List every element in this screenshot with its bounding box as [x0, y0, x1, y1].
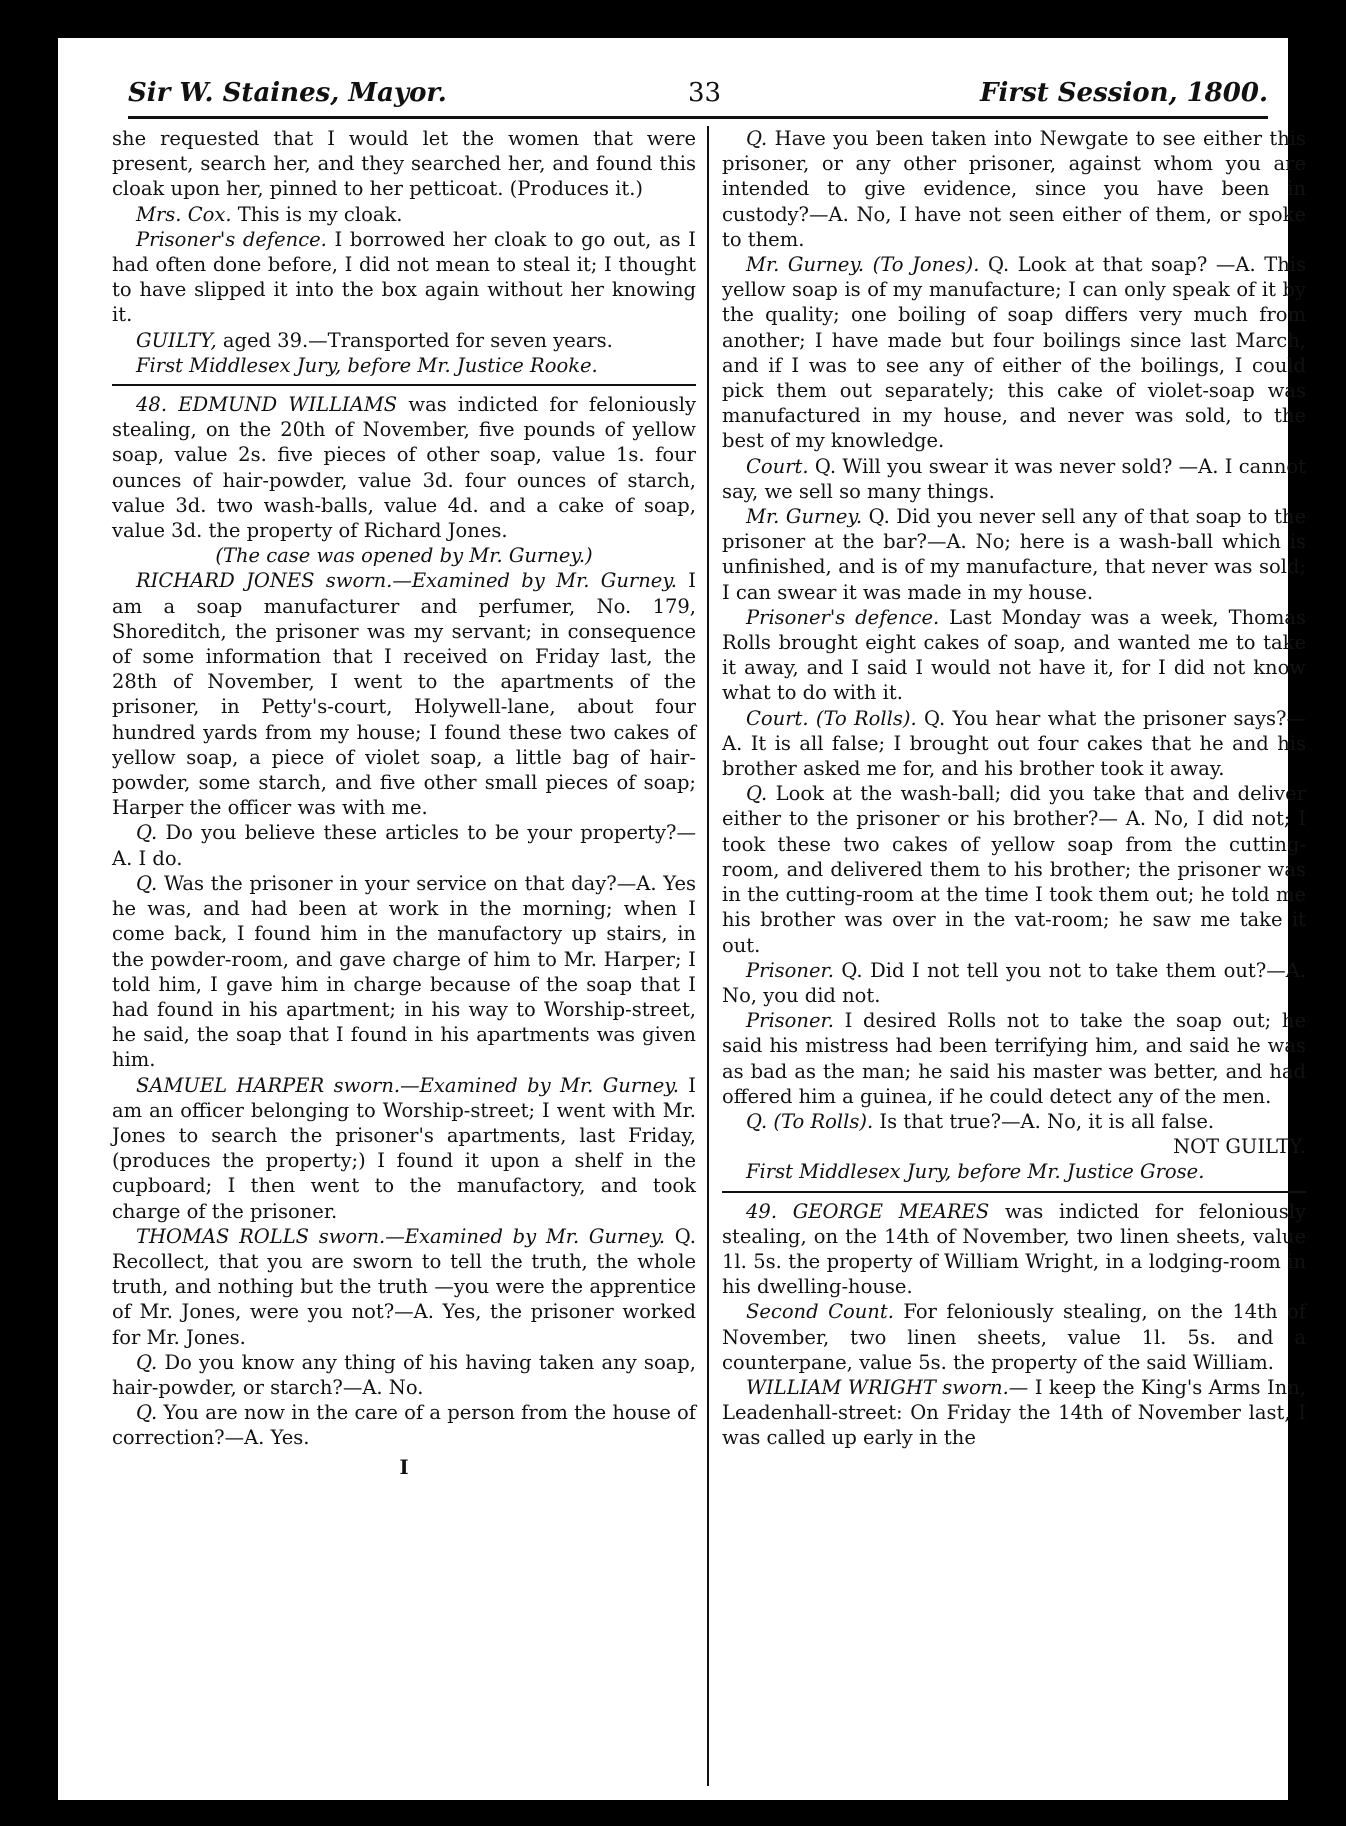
speaker-label: Q.: [136, 1401, 158, 1425]
section-rule: [112, 384, 696, 386]
running-header: [128, 78, 1268, 118]
speaker-label: Prisoner.: [746, 1009, 834, 1033]
section-rule: [722, 1191, 1306, 1193]
paragraph-text: (The case was opened by Mr. Gurney.): [215, 544, 593, 568]
paragraph: [112, 202, 696, 227]
paragraph: [112, 1350, 696, 1400]
paragraph: [112, 1400, 696, 1450]
paragraph: [112, 126, 696, 202]
paragraph: [722, 126, 1306, 252]
speaker-label: Mr. Gurney.: [746, 505, 863, 529]
paragraph-text: was indicted for feloniously stealing, on the 14th of November, two linen sheets, value 1l. 5s. the property of William Wright, in a lodging-room in his dwelling-house.: [722, 1199, 1307, 1299]
paragraph: [112, 1224, 696, 1350]
paragraph-text: Have you been taken into Newgate to see either this prisoner, or any other prisoner, against whom you are intended to give evidence, since you have been in custody?—A. No, I have not seen either of them, or spoke to them.: [722, 127, 1307, 251]
speaker-label: RICHARD JONES sworn.—Examined by Mr. Gurney.: [136, 569, 677, 593]
speaker-label: Q. (To Rolls).: [746, 1109, 874, 1133]
paragraph-text: Do you know any thing of his having taken any soap, hair-powder, or starch?—A. No.: [112, 1350, 696, 1399]
speaker-label: Q.: [136, 871, 158, 895]
paragraph: [722, 1299, 1306, 1375]
paragraph: [722, 504, 1306, 605]
speaker-label: 49. GEORGE MEARES: [746, 1199, 990, 1223]
header-right: First Session, 1800.: [980, 78, 1268, 108]
header-rule: [128, 116, 1268, 119]
paragraph-text: Last Monday was a week, Thomas Rolls brought eight cakes of soap, and wanted me to take it away, and I said I would not have it, for I did not know what to do with it.: [722, 605, 1306, 705]
speaker-label: Mrs. Cox.: [136, 202, 232, 226]
paragraph-text: Q. Did I not tell you not to take them out?—A. No, you did not.: [722, 958, 1306, 1007]
speaker-label: Q.: [746, 782, 768, 806]
paragraph-text: Q. Recollect, that you are sworn to tell the truth, the whole truth, and nothing but the truth —you were the apprentice of Mr. Jones, were you not?—A. Yes, the prisoner worked for Mr. Jones.: [112, 1224, 696, 1349]
paragraph: [722, 958, 1306, 1008]
paragraph-text: I keep the King's Arms Inn, Leadenhall-street: On Friday the 14th of November last, I was called up early in the: [722, 1375, 1306, 1450]
speaker-label: Q.: [136, 821, 158, 845]
paragraph: [722, 781, 1306, 957]
paragraph: [722, 454, 1306, 504]
paragraph: [722, 1375, 1306, 1451]
left-column: [112, 126, 696, 1480]
speaker-label: Prisoner.: [746, 958, 834, 982]
paragraph-text: Q. You hear what the prisoner says?—A. It is all false; I brought out four cakes that he and his brother asked me for, and his brother took it away.: [722, 706, 1306, 781]
paragraph-text: I borrowed her cloak to go out, as I had often done before, I did not mean to steal it; I thought to have slipped it into the box again without her knowing it.: [112, 227, 696, 327]
paragraph: [112, 353, 696, 378]
paragraph-text: aged 39.—Transported for seven years.: [222, 328, 613, 352]
paragraph-text: she requested that I would let the women that were present, search her, and they searched her, and found this cloak upon her, pinned to her petticoat. (Produces it.): [112, 127, 696, 201]
paragraph-text: NOT GUILTY.: [1173, 1135, 1306, 1159]
paragraph: [112, 820, 696, 870]
speaker-label: GUILTY,: [136, 328, 217, 352]
speaker-label: Court. (To Rolls).: [746, 706, 917, 730]
document-page: [58, 38, 1307, 1800]
speaker-label: Prisoner's defence.: [136, 227, 327, 251]
page-number: 33: [688, 78, 722, 108]
paragraph: [722, 1109, 1306, 1134]
paragraph-text: This is my cloak.: [237, 202, 403, 226]
paragraph-text: I desired Rolls not to take the soap out; he said his mistress had been terrifying him, and said he was as bad as the man; he said his master was better, and had offered him a guinea, if he could detect any of the men.: [722, 1009, 1306, 1108]
speaker-label: 48. EDMUND WILLIAMS: [136, 393, 398, 417]
speaker-label: Prisoner's defence.: [746, 605, 940, 629]
paragraph: [112, 543, 696, 568]
paragraph-text: was indicted for feloniously stealing, on the 20th of November, five pounds of yellow soap, value 2s. five pieces of other soap, value 1s. four ounces of hair-powder, value 3d. four ounces of starch, value 3d. two wash-balls, value 4d. and a cake of soap, value 3d. the property of Richard Jones.: [112, 393, 696, 543]
paragraph-text: Do you believe these articles to be your property?—A. I do.: [112, 821, 696, 870]
paragraph: [722, 252, 1306, 454]
speaker-label: Second Count.: [746, 1300, 894, 1324]
speaker-label: Mr. Gurney. (To Jones).: [746, 253, 980, 277]
column-divider: [707, 126, 709, 1786]
speaker-label: Q.: [136, 1350, 158, 1374]
paragraph-text: Q. Did you never sell any of that soap to the prisoner at the bar?—A. No; here is a wash-ball which is unfinished, and is of my manufacture, that never was sold; I can swear it was made in my house.: [722, 505, 1307, 604]
paragraph-text: Q. Will you swear it was never sold? —A. I cannot say, we sell so many things.: [722, 454, 1306, 503]
paragraph: [112, 227, 696, 328]
right-column: [722, 126, 1306, 1451]
paragraph-text: Was the prisoner in your service on that day?—A. Yes he was, and had been at work in the morning; when I come back, I found him in the manufactory up stairs, in the powder-room, and gave charge of him to Mr. Harper; I told him, I gave him in charge because of the soap that I had found in his apartment; in his way to Worship-street, he said, the soap that I found in his apartments was given him.: [112, 871, 697, 1072]
speaker-label: SAMUEL HARPER sworn.—Examined by Mr. Gurney.: [136, 1073, 679, 1097]
paragraph: [722, 1134, 1306, 1159]
paragraph-text: You are now in the care of a person from the house of correction?—A. Yes.: [112, 1401, 696, 1450]
paragraph: [722, 706, 1306, 782]
paragraph-text: Q. Look at that soap? —A. This yellow soap is of my manufacture; I can only speak of it by the quality; one boiling of soap differs very much from another; I have made but four boilings since last March, and if I was to see any of either of the boilings, I could pick them out separately; this cake of violet-soap was manufactured in my house, and never was sold, to the best of my knowledge.: [722, 253, 1307, 453]
paragraph: [722, 1008, 1306, 1109]
paragraph-text: I am a soap manufacturer and perfumer, No. 179, Shoreditch, the prisoner was my servant; in consequence of some information that I received on Friday last, the 28th of November, I went to the apartments of the prisoner, in Petty's-court, Holywell-lane, about four hundred yards from my house; I found these two cakes of yellow soap, a piece of violet soap, a little bag of hair-powder, some starch, and five other small pieces of soap; Harper the officer was with me.: [112, 569, 696, 820]
paragraph-text: First Middlesex Jury, before Mr. Justice Grose.: [746, 1160, 1205, 1184]
paragraph: [722, 1159, 1306, 1184]
paragraph: [112, 392, 696, 543]
speaker-label: WILLIAM WRIGHT sworn.—: [746, 1375, 1029, 1399]
paragraph-text: First Middlesex Jury, before Mr. Justice Rooke.: [136, 353, 598, 377]
paragraph: [722, 1199, 1306, 1300]
signature-mark: I: [399, 1455, 409, 1479]
paragraph: [112, 1073, 696, 1224]
paragraph-text: For feloniously stealing, on the 14th of November, two linen sheets, value 1l. 5s. and a counterpane, value 5s. the property of the said William.: [722, 1300, 1306, 1374]
paragraph: [112, 568, 696, 820]
paragraph-text: Look at the wash-ball; did you take that and deliver either to the prisoner or his brother?— A. No, I did not; I took these two cakes of yellow soap from the cutting-room, and delivered them to his brother; the prisoner was in the cutting-room at the time I took them out; he told me his brother was over in the vat-room; he saw me take it out.: [722, 782, 1306, 957]
speaker-label: Court.: [746, 454, 809, 478]
paragraph-text: Is that true?—A. No, it is all false.: [879, 1109, 1215, 1133]
paragraph: [112, 328, 696, 353]
paragraph: [112, 871, 696, 1073]
speaker-label: THOMAS ROLLS sworn.—Examined by Mr. Gurney.: [136, 1224, 666, 1248]
header-left: Sir W. Staines, Mayor.: [128, 78, 447, 108]
paragraph-text: I am an officer belonging to Worship-street; I went with Mr. Jones to search the prisoner's apartments, last Friday, (produces the property;) I found it upon a shelf in the cupboard; I then went to the manufactory, and took charge of the prisoner.: [112, 1073, 696, 1223]
paragraph: [722, 605, 1306, 706]
speaker-label: Q.: [746, 127, 768, 150]
